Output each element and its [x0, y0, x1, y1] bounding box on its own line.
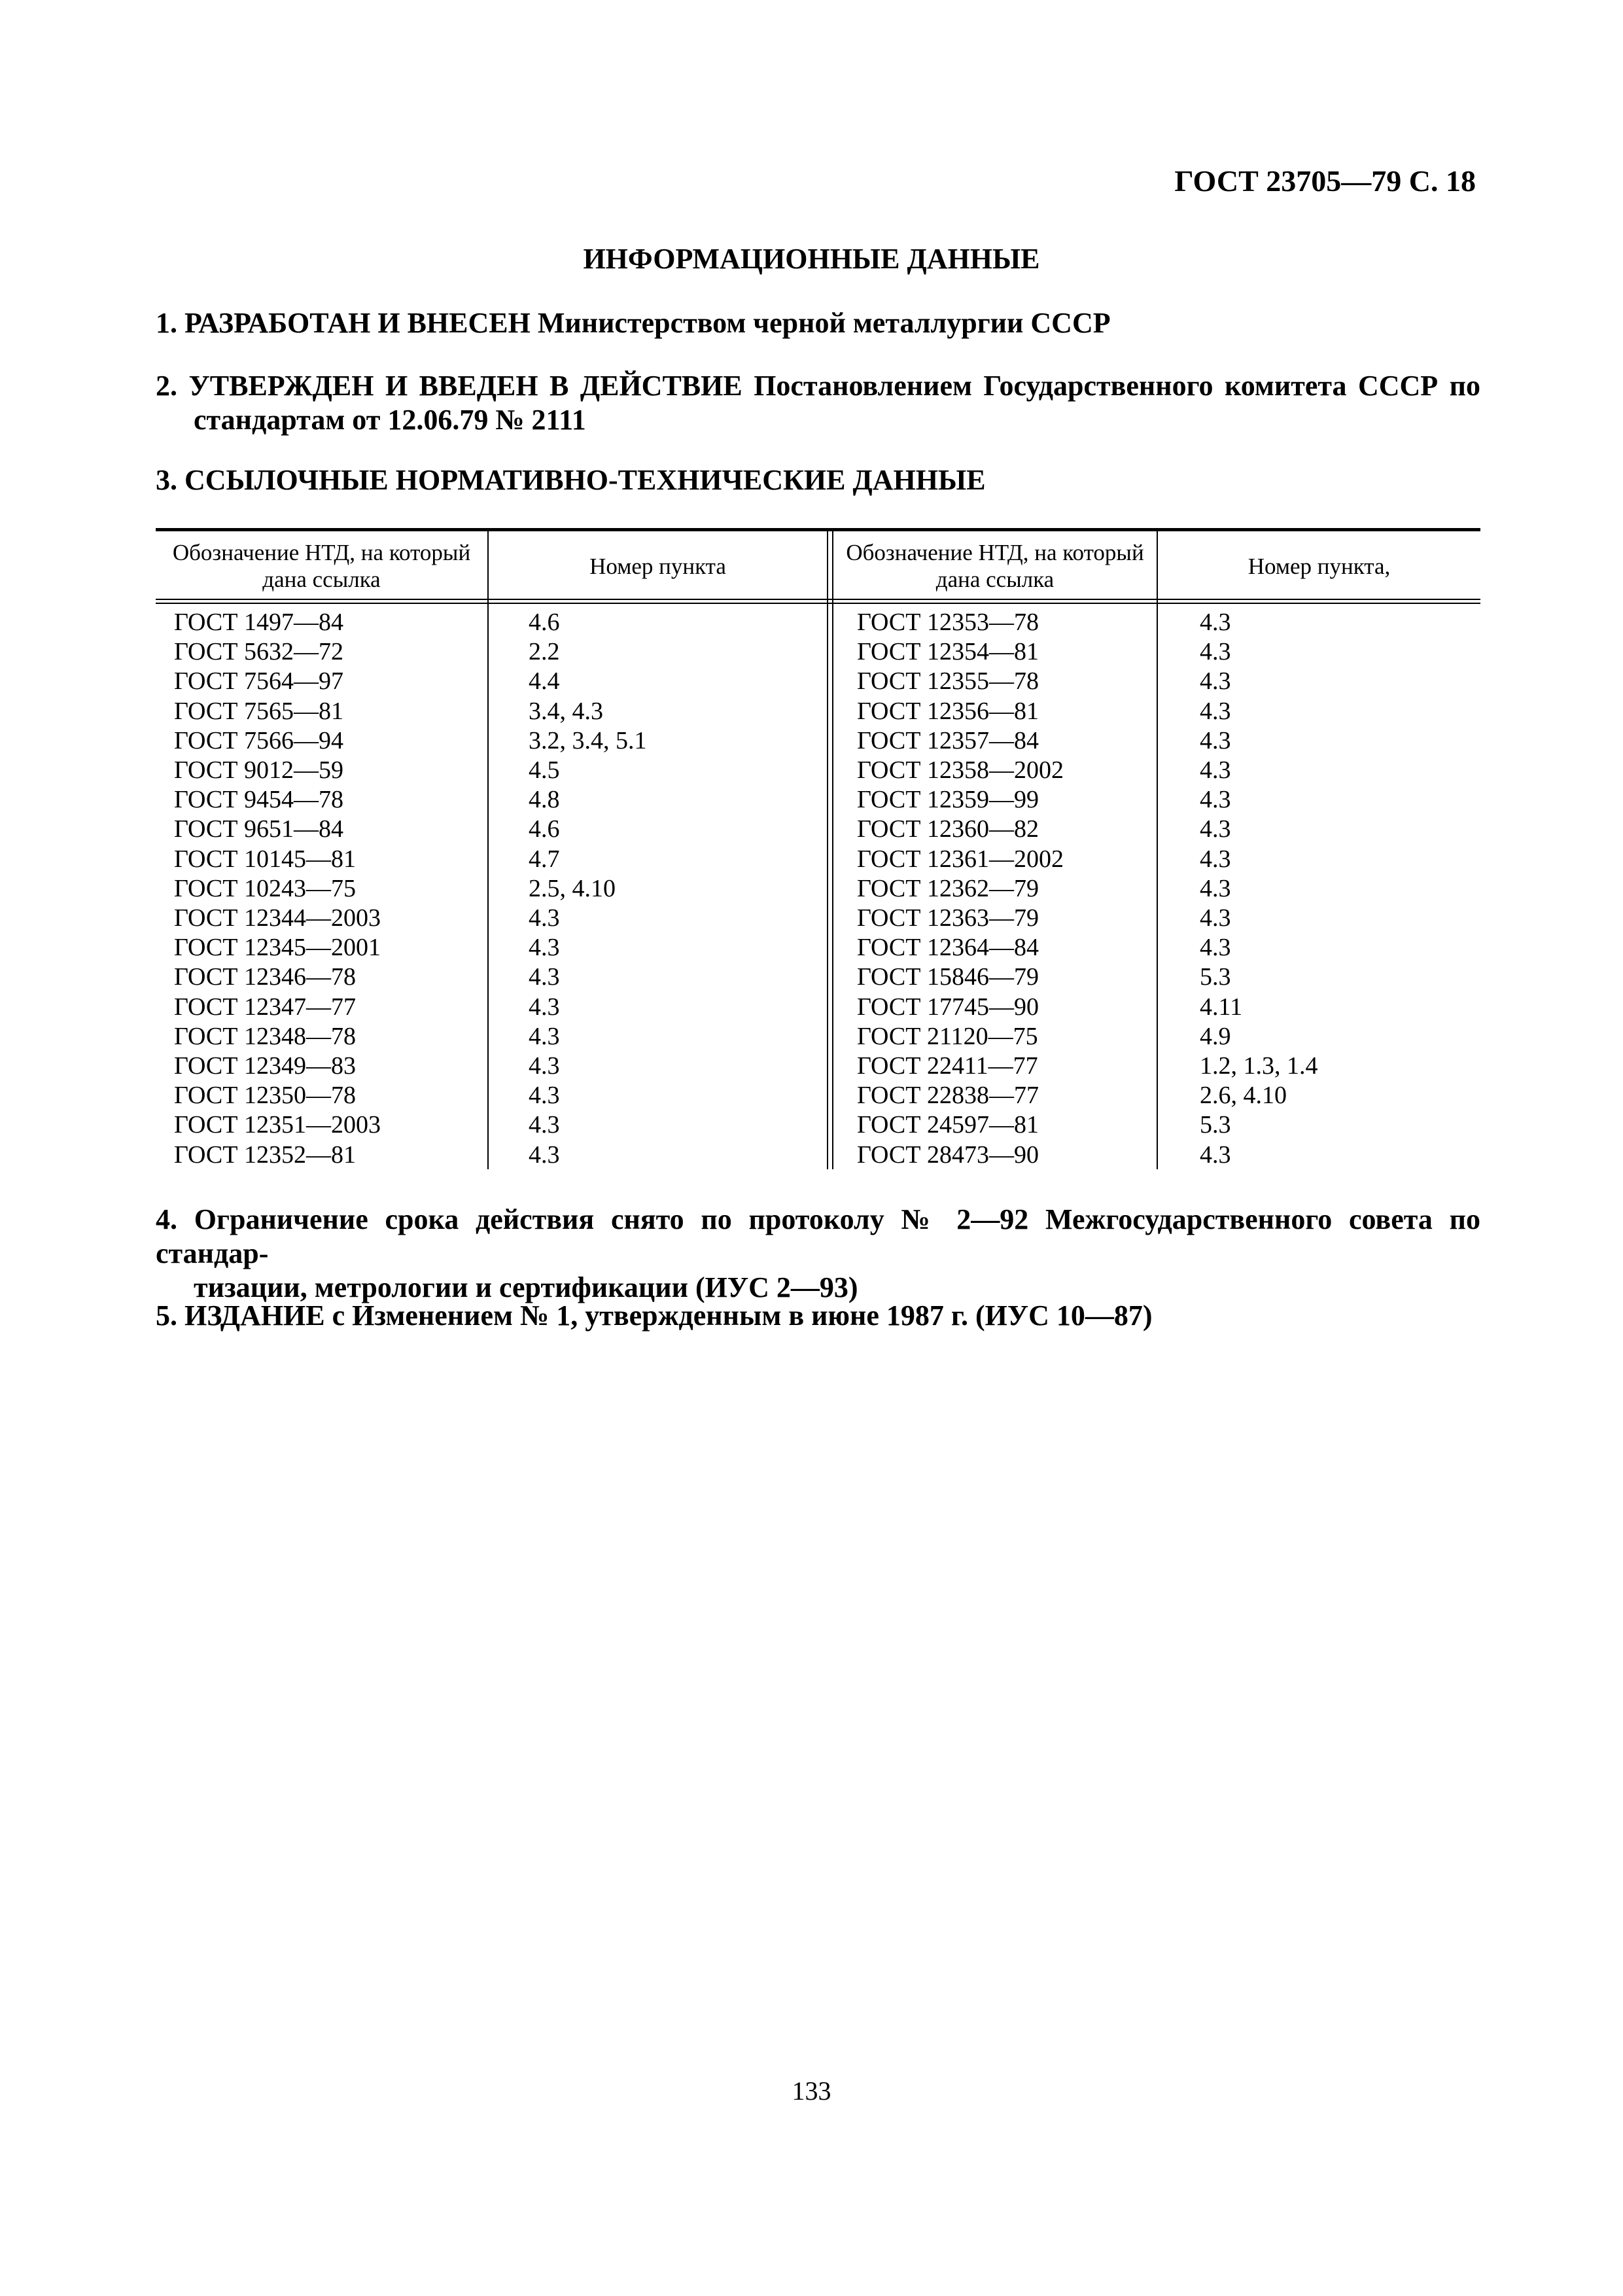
reference-table — [156, 528, 1480, 1173]
table-cell: ГОСТ 12356—81 — [857, 697, 1039, 725]
table-cell: 5.3 — [1200, 1111, 1231, 1139]
table-top-rule — [156, 528, 1480, 531]
item-lead: 2. УТВЕРЖДЕН И ВВЕДЕН В ДЕЙСТВИЕ — [156, 370, 742, 402]
column-divider — [487, 531, 489, 1169]
table-cell: ГОСТ 5632—72 — [174, 638, 343, 666]
table-cell: ГОСТ 12357—84 — [857, 726, 1039, 754]
table-cell: ГОСТ 12364—84 — [857, 934, 1039, 962]
item-text: Министерством черной металлургии СССР — [537, 307, 1111, 339]
column-left-points — [529, 608, 647, 1170]
table-cell: 4.3 — [1200, 934, 1231, 962]
table-cell: ГОСТ 12345—2001 — [174, 934, 381, 962]
table-cell: 4.3 — [529, 1082, 560, 1110]
item-approved-by — [156, 369, 1480, 437]
table-cell: ГОСТ 7564—97 — [174, 667, 343, 696]
table-cell: 3.2, 3.4, 5.1 — [529, 726, 647, 754]
table-cell: 4.3 — [1200, 697, 1231, 725]
column-left-docs — [174, 608, 381, 1170]
table-cell: 4.3 — [1200, 756, 1231, 785]
table-cell: 4.9 — [1200, 1022, 1231, 1050]
table-cell: ГОСТ 9454—78 — [174, 786, 343, 814]
item-edition: 5. ИЗДАНИЕ с Изменением № 1, утвержденным в июне 1987 г. (ИУС 10—87) — [156, 1299, 1153, 1332]
table-cell: ГОСТ 12352—81 — [174, 1140, 356, 1169]
table-cell: 4.3 — [1200, 845, 1231, 873]
table-cell: 4.3 — [1200, 1140, 1231, 1169]
item-developed-by — [156, 306, 1480, 340]
item-text: Постановлением Государственного комитета СССР по — [754, 370, 1481, 402]
table-cell: ГОСТ 7565—81 — [174, 697, 343, 725]
table-cell: 4.3 — [529, 1052, 560, 1080]
table-cell: ГОСТ 1497—84 — [174, 609, 343, 636]
table-cell: ГОСТ 12348—78 — [174, 1022, 356, 1050]
table-cell: ГОСТ 10243—75 — [174, 874, 356, 902]
table-cell: 4.3 — [1200, 726, 1231, 754]
table-cell: 4.3 — [1200, 786, 1231, 814]
item-validity-limit — [156, 1203, 1480, 1305]
table-cell: ГОСТ 12361—2002 — [857, 845, 1064, 873]
table-cell: 4.3 — [1200, 667, 1231, 696]
table-cell: 4.8 — [529, 786, 560, 814]
table-cell: ГОСТ 12349—83 — [174, 1052, 356, 1080]
table-cell: 4.3 — [529, 1111, 560, 1139]
column-right-points — [1200, 608, 1318, 1170]
table-cell: 4.5 — [529, 756, 560, 785]
table-cell: ГОСТ 12350—78 — [174, 1082, 356, 1110]
table-cell: 4.3 — [1200, 815, 1231, 843]
table-cell: 4.3 — [529, 993, 560, 1021]
table-cell: ГОСТ 28473—90 — [857, 1140, 1039, 1169]
item-line: 4. Ограничение срока действия снято по протоколу № 2—92 Межгосударственного совета по стандар- — [156, 1203, 1480, 1269]
table-cell: 4.3 — [1200, 874, 1231, 902]
item-line — [156, 369, 1480, 403]
table-cell: 4.3 — [1200, 904, 1231, 932]
table-cell: 5.3 — [1200, 963, 1231, 991]
table-cell: 4.4 — [529, 667, 560, 696]
table-cell: 4.3 — [529, 904, 560, 932]
table-cell: ГОСТ 12355—78 — [857, 667, 1039, 696]
table-cell: 2.6, 4.10 — [1200, 1082, 1287, 1110]
table-cell: ГОСТ 7566—94 — [174, 726, 343, 754]
table-cell: ГОСТ 15846—79 — [857, 963, 1039, 991]
table-cell: 2.5, 4.10 — [529, 874, 616, 902]
table-cell: 4.3 — [1200, 609, 1231, 636]
table-cell: ГОСТ 17745—90 — [857, 993, 1039, 1021]
page-number: 133 — [792, 2076, 831, 2106]
table-cell: ГОСТ 9012—59 — [174, 756, 343, 785]
table-cell: 4.6 — [529, 815, 560, 843]
table-cell: ГОСТ 12359—99 — [857, 786, 1039, 814]
table-cell: ГОСТ 12347—77 — [174, 993, 356, 1021]
header-point-left: Номер пункта — [589, 553, 726, 579]
header-point-right: Номер пункта, — [1248, 553, 1391, 579]
table-cell: 3.4, 4.3 — [529, 697, 603, 725]
column-divider — [1157, 531, 1158, 1169]
table-cell: ГОСТ 12354—81 — [857, 638, 1039, 666]
header-document-right: Обозначение НТД, на который дана ссылка — [846, 540, 1144, 592]
table-cell: 4.3 — [529, 934, 560, 962]
table-cell: ГОСТ 12346—78 — [174, 963, 356, 991]
table-cell: ГОСТ 12360—82 — [857, 815, 1039, 843]
table-cell: 1.2, 1.3, 1.4 — [1200, 1052, 1318, 1080]
table-cell: 2.2 — [529, 638, 560, 666]
table-cell: ГОСТ 12363—79 — [857, 904, 1039, 932]
table-cell: ГОСТ 22411—77 — [857, 1052, 1038, 1080]
table-cell: ГОСТ 24597—81 — [857, 1111, 1039, 1139]
table-cell: ГОСТ 12351—2003 — [174, 1111, 381, 1139]
table-cell: ГОСТ 10145—81 — [174, 845, 356, 873]
item-continuation: тизации, метрологии и сертификации (ИУС 2—93) — [194, 1271, 858, 1303]
table-cell: ГОСТ 21120—75 — [857, 1022, 1038, 1050]
table-cell: 4.11 — [1200, 993, 1243, 1021]
section-title: ИНФОРМАЦИОННЫЕ ДАННЫЕ — [583, 243, 1040, 275]
table-header-rule — [156, 599, 1480, 604]
table-cell: 4.3 — [529, 1022, 560, 1050]
table-cell: ГОСТ 12353—78 — [857, 609, 1039, 636]
table-cell: ГОСТ 12362—79 — [857, 874, 1039, 902]
column-double-divider — [827, 531, 833, 1169]
table-cell: 4.6 — [529, 609, 560, 636]
table-cell: ГОСТ 12344—2003 — [174, 904, 381, 932]
table-cell: ГОСТ 12358—2002 — [857, 756, 1064, 785]
table-cell: 4.3 — [529, 963, 560, 991]
item-references-heading: 3. ССЫЛОЧНЫЕ НОРМАТИВНО-ТЕХНИЧЕСКИЕ ДАННЫЕ — [156, 464, 986, 496]
item-continuation: стандартам от 12.06.79 № 2111 — [194, 404, 586, 436]
column-right-docs — [857, 608, 1064, 1170]
header-document-left: Обозначение НТД, на который дана ссылка — [172, 540, 471, 592]
table-cell: 4.7 — [529, 845, 560, 873]
table-cell: 4.3 — [529, 1140, 560, 1169]
table-cell: ГОСТ 22838—77 — [857, 1082, 1039, 1110]
document-reference: ГОСТ 23705—79 С. 18 — [1174, 164, 1476, 198]
item-lead: 1. РАЗРАБОТАН И ВНЕСЕН — [156, 307, 531, 339]
table-cell: 4.3 — [1200, 638, 1231, 666]
table-cell: ГОСТ 9651—84 — [174, 815, 343, 843]
